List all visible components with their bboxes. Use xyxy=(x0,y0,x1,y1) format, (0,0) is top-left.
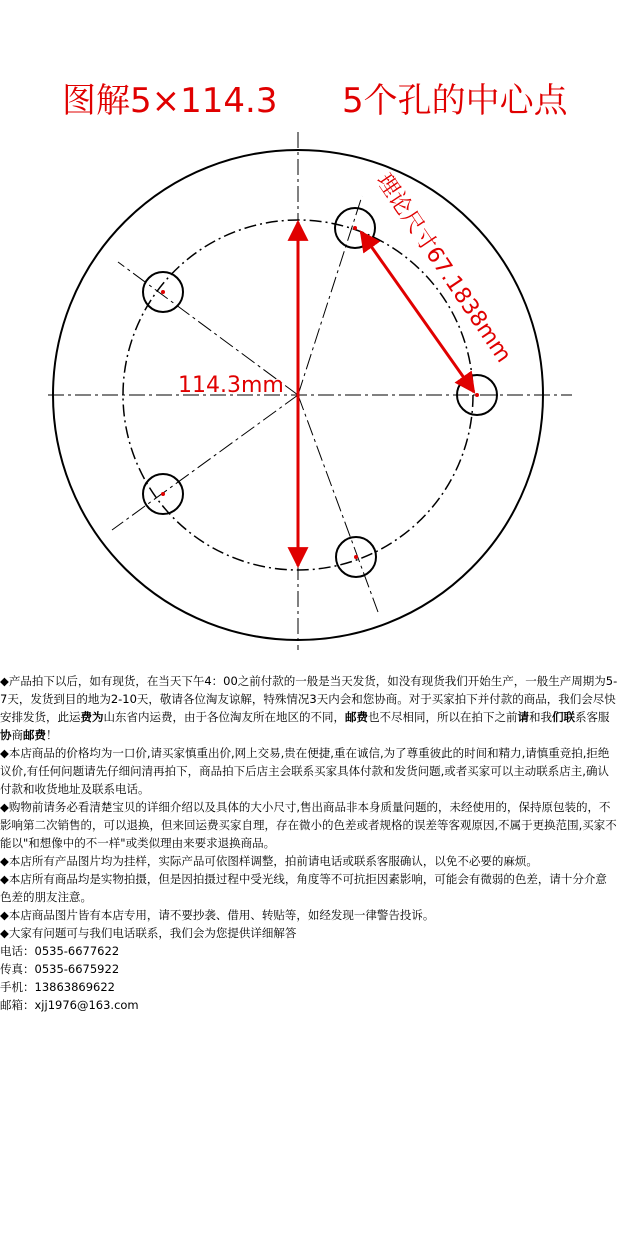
note-pricing: ◆本店商品的价格均为一口价,请买家慎重出价,网上交易,贵在便捷,重在诚信,为了尊重彼此的时间和精力,请慎重竞拍,拒绝议价,有任何问题请先仔细问清再拍下，商品拍下后店主会联系买家具体付款和发货问题,或者买家可以主动联系店主,确认付款和收货地址及联系电话。 xyxy=(0,746,610,796)
contact-mobile: 手机：13863869622 xyxy=(0,980,115,994)
chord-dimension-arrow xyxy=(361,232,474,392)
diagram-title-left: 图解5×114.3 xyxy=(62,81,278,121)
diagram-title-right: 5个孔的中心点 xyxy=(342,81,568,121)
contact-phone: 电话：0535-6677622 xyxy=(0,944,120,958)
note-shipping: ◆产品拍下以后，如有现货，在当天下午4：00之前付款的一般是当天发货，如没有现货我们开始生产，一般生产周期为5-7天，发货到目的地为2-10天，敬请各位淘友谅解，特殊情况3天内会和您协商。对于买家拍下并付款的商品，我们会尽快安排发货，此运费为山东省内运费，由于各位淘友所在地区的不同，邮费也不尽相同，所以在拍下之前请和我们联系客服协商邮费！ xyxy=(0,674,618,742)
store-notes xyxy=(0,672,620,1014)
note-color-difference: ◆本店所有商品均是实物拍摄，但是因拍摄过程中受光线，角度等不可抗拒因素影响，可能会有微弱的色差，请十分介意色差的朋友注意。 xyxy=(0,872,607,904)
pcd-label: 114.3mm xyxy=(178,373,284,398)
note-returns: ◆购物前请务必看清楚宝贝的详细介绍以及具体的大小尺寸,售出商品非本身质量问题的，未经使用的，保持原包装的，不影响第二次销售的，可以退换，但来回运费买家自理，存在微小的色差或者规格的误差等客观原因,不属于更换范围,买家不能以"和想像中的不一样"或类似理由来要求退换商品。 xyxy=(0,800,617,850)
note-copyright: ◆本店商品图片皆有本店专用，请不要抄袭、借用、转贴等，如经发现一律警告投诉。 xyxy=(0,908,435,922)
chord-label: 理论尺寸67.1838mm xyxy=(371,169,516,368)
note-contact-us: ◆大家有问题可与我们电话联系，我们会为您提供详细解答 xyxy=(0,926,297,940)
contact-email: 邮箱：xjj1976@163.com xyxy=(0,998,139,1012)
note-images: ◆本店所有产品图片均为挂样，实际产品可依图样调整，拍前请电话或联系客服确认，以免不必要的麻烦。 xyxy=(0,854,538,868)
contact-fax: 传真：0535-6675922 xyxy=(0,962,120,976)
